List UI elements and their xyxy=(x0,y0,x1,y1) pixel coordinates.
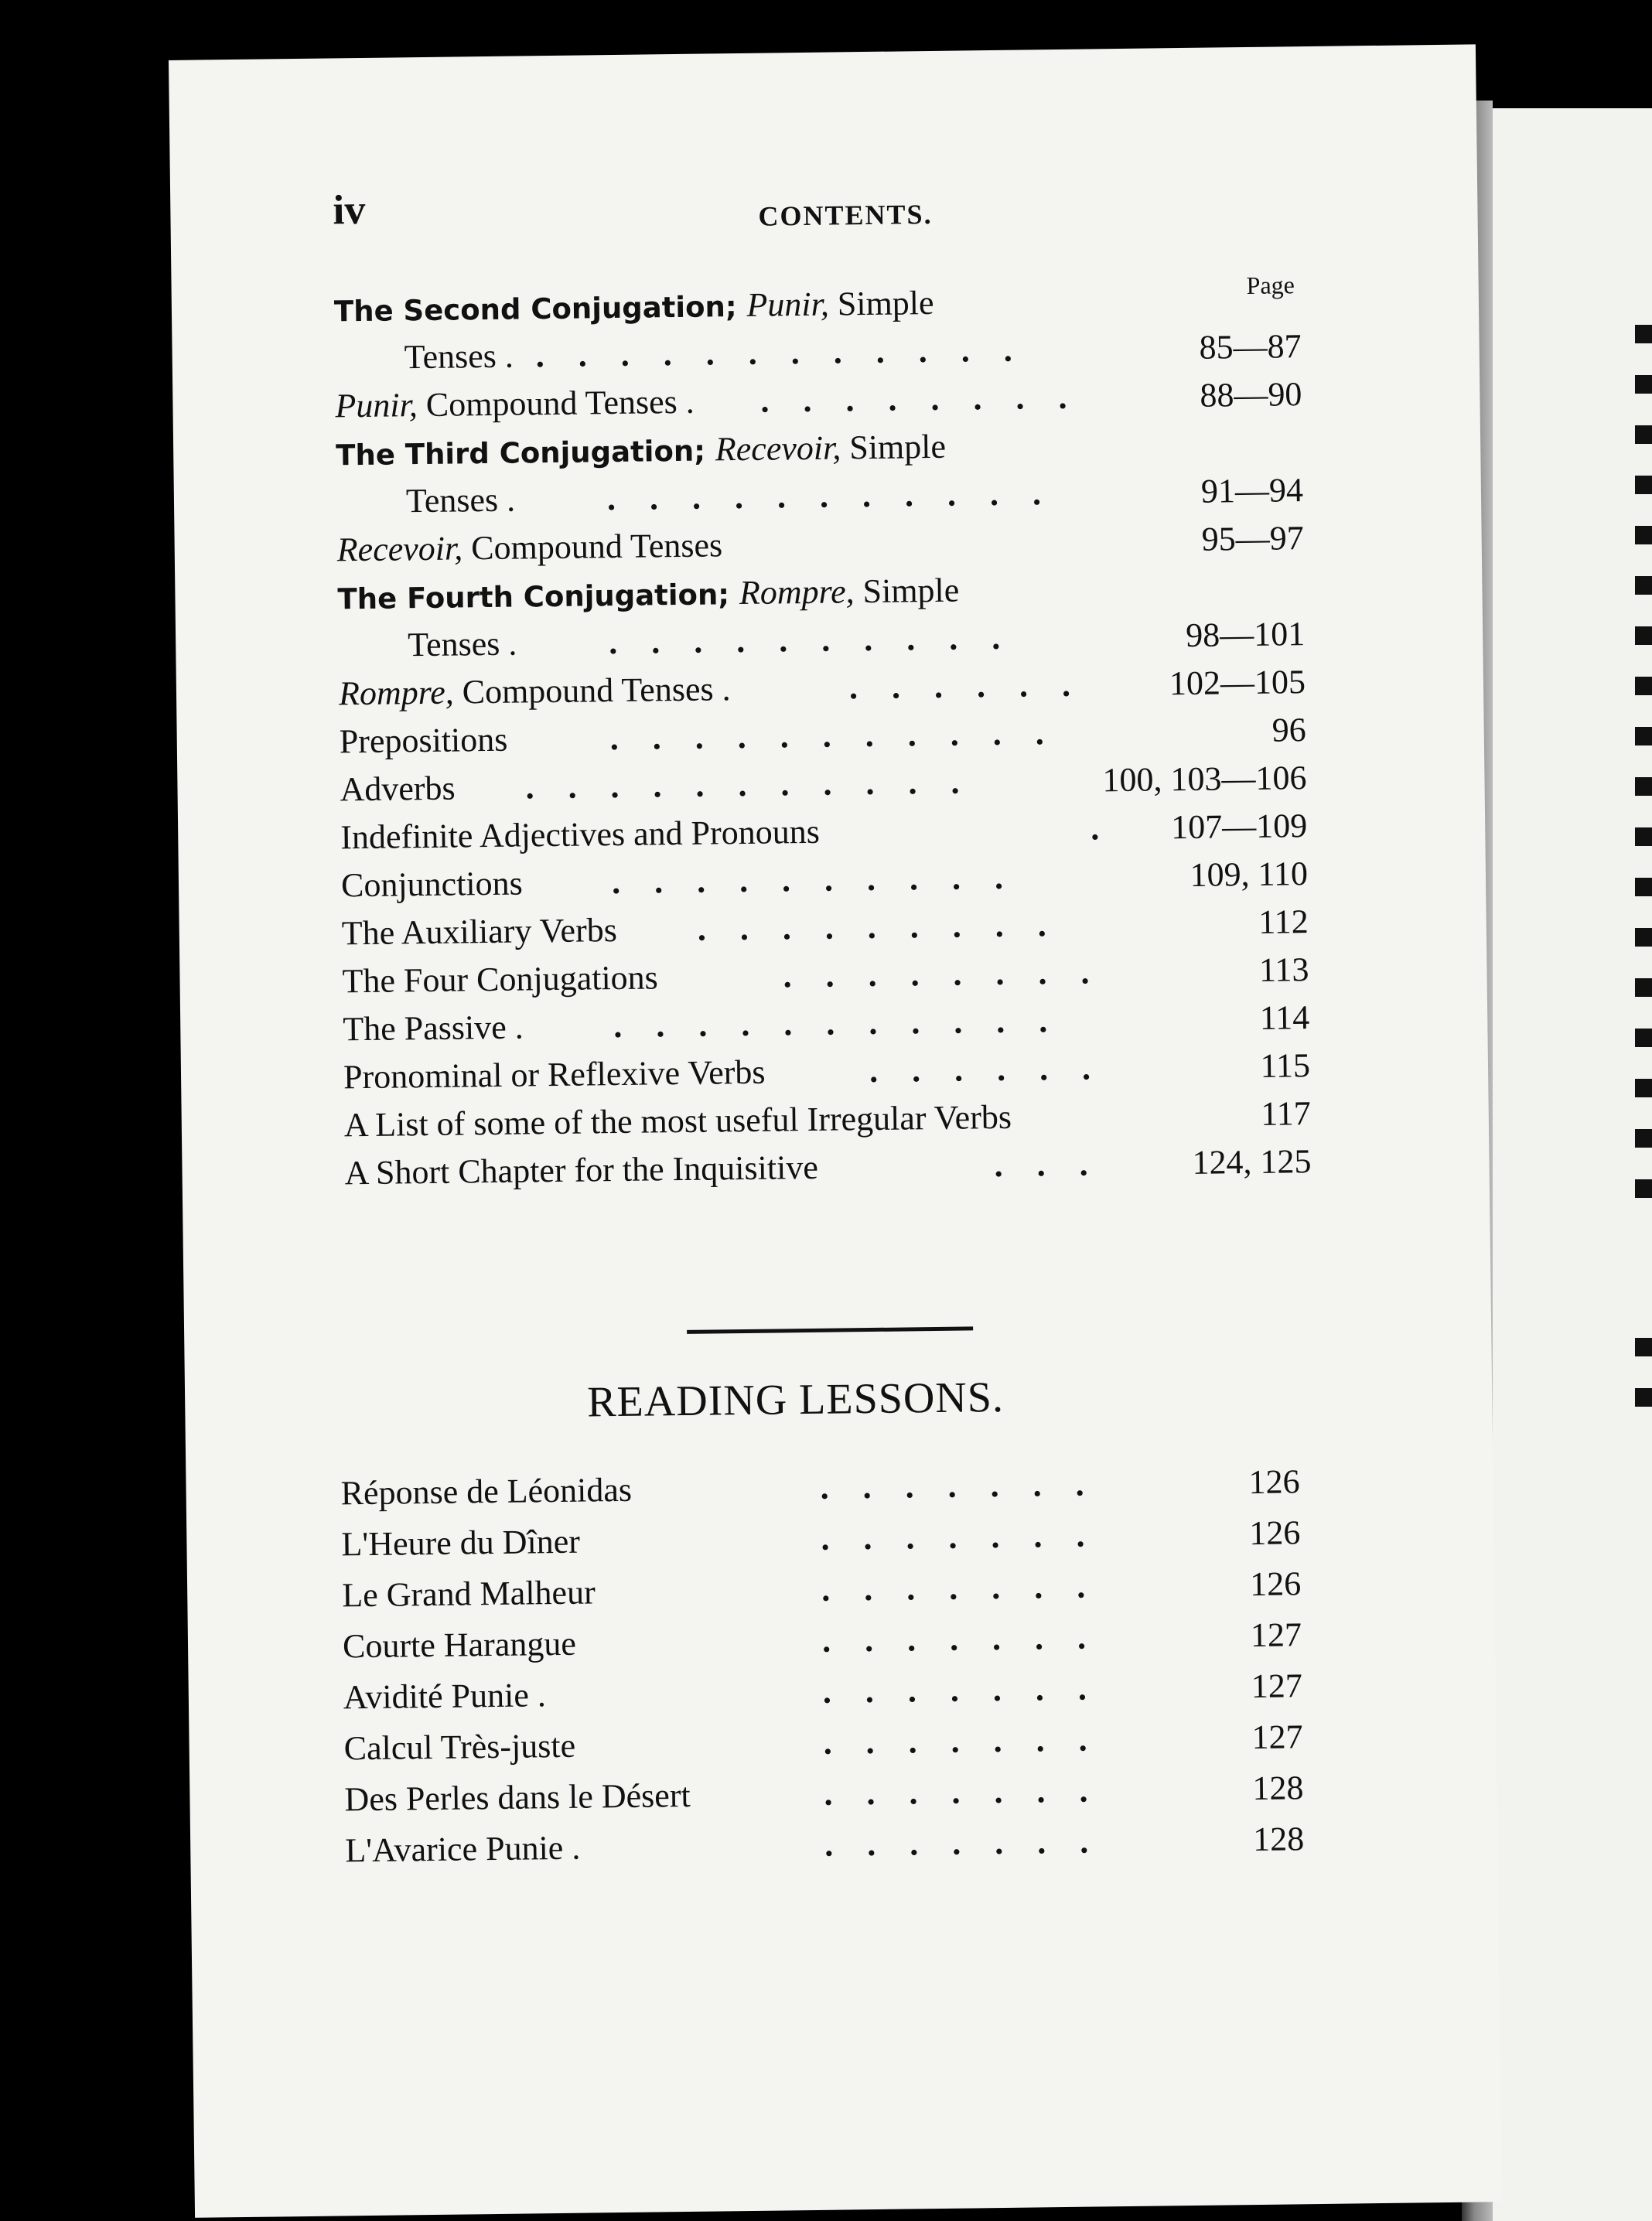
lesson-page-number: 126 xyxy=(1249,1564,1302,1604)
entry-title xyxy=(334,283,934,329)
entry-title xyxy=(343,1007,524,1049)
edge-mark xyxy=(1635,375,1652,394)
edge-mark xyxy=(1635,727,1652,745)
entry-title xyxy=(336,525,722,569)
entry-title xyxy=(344,1148,818,1192)
running-head: CONTENTS. xyxy=(758,198,933,232)
entry-title-text: The Four Conjugations xyxy=(342,958,659,1001)
entry-title-italic: Rompre, xyxy=(739,572,863,612)
entry-page-number: 109, 110 xyxy=(1190,855,1309,894)
entry-page-number: 107—109 xyxy=(1170,807,1308,847)
leader-dots: ....... xyxy=(821,1516,1119,1557)
edge-mark xyxy=(1635,626,1652,645)
entry-page-number: 114 xyxy=(1259,998,1310,1037)
leader-dots: .......... xyxy=(611,858,1038,902)
leader-dots: ....... xyxy=(821,1567,1120,1609)
entry-title-text: The Auxiliary Verbs xyxy=(341,911,618,953)
edge-mark xyxy=(1635,928,1652,947)
lesson-page-number: 126 xyxy=(1249,1513,1301,1553)
edge-mark xyxy=(1635,1129,1652,1148)
entry-title-bold: The Third Conjugation; xyxy=(335,434,716,473)
entry-title-italic: Punir, xyxy=(335,385,427,425)
leader-dots: ........... xyxy=(613,1001,1082,1046)
entry-title-text: Compound Tenses xyxy=(470,526,723,568)
page-column-label: Page xyxy=(1246,271,1295,299)
entry-title-bold: The Second Conjugation; xyxy=(333,289,747,329)
lesson-title: Des Perles dans le Désert xyxy=(344,1776,691,1819)
edge-mark xyxy=(1635,526,1652,544)
entry-title xyxy=(341,910,617,953)
entry-title-text: A List of some of the most useful Irregular Verbs xyxy=(343,1097,1012,1145)
leader-dots: . xyxy=(1090,808,1134,848)
edge-mark xyxy=(1635,777,1652,796)
edge-mark xyxy=(1635,677,1652,695)
entry-page-number: 96 xyxy=(1271,711,1306,749)
leader-dots: ........ xyxy=(760,377,1101,420)
entry-title xyxy=(404,336,514,377)
page-number: iv xyxy=(333,186,366,234)
leader-dots: ........... xyxy=(609,713,1079,758)
leader-dots: ....... xyxy=(824,1771,1122,1813)
lesson-page-number: 128 xyxy=(1252,1820,1305,1859)
leader-dots: ....... xyxy=(824,1822,1123,1864)
entry-title xyxy=(339,720,507,762)
leader-dots: ........... xyxy=(525,763,994,807)
entry-title xyxy=(340,812,820,858)
entry-page-number: 102—105 xyxy=(1169,663,1306,703)
facing-page xyxy=(1473,108,1652,2221)
entry-title-text: Conjunctions xyxy=(340,864,524,905)
edge-mark xyxy=(1635,1338,1652,1356)
edge-mark xyxy=(1635,827,1652,846)
entry-page-number: 124, 125 xyxy=(1192,1142,1312,1182)
entry-title-text: A Short Chapter for the Inquisitive xyxy=(344,1148,819,1192)
entry-title xyxy=(336,427,946,474)
leader-dots: ........... xyxy=(606,473,1076,518)
lesson-page-number: 127 xyxy=(1251,1718,1303,1757)
edge-mark xyxy=(1635,1179,1652,1198)
lesson-page-number: 127 xyxy=(1250,1615,1302,1655)
entry-title xyxy=(408,624,517,665)
leader-dots: ....... xyxy=(822,1669,1121,1711)
entry-title-italic: Recevoir, xyxy=(336,529,472,569)
leader-dots: ........ xyxy=(783,953,1124,995)
entry-title-text: Tenses . xyxy=(404,336,514,377)
lesson-page-number: 127 xyxy=(1251,1667,1303,1706)
edge-mark xyxy=(1635,576,1652,595)
entry-title-italic: Rompre, xyxy=(338,673,462,713)
lesson-title: Courte Harangue xyxy=(342,1624,577,1666)
entry-title xyxy=(344,1097,1012,1145)
reading-lesson-entry xyxy=(190,1817,1498,1879)
leader-dots: .......... xyxy=(608,618,1035,662)
entry-page-number: 88—90 xyxy=(1200,375,1302,415)
entry-title-text: Simple xyxy=(837,283,934,323)
lesson-title: Calcul Très-juste xyxy=(343,1726,576,1768)
entry-title-text: Adverbs xyxy=(340,769,456,809)
entry-title xyxy=(339,669,731,713)
entry-title-text: Pronominal or Reflexive Verbs xyxy=(343,1053,766,1097)
edge-mark xyxy=(1635,425,1652,444)
reading-lessons-title: READING LESSONS. xyxy=(586,1373,1005,1427)
entry-title-text: Tenses . xyxy=(405,480,516,520)
lesson-title: Avidité Punie . xyxy=(343,1676,547,1717)
entry-title xyxy=(335,382,695,426)
lesson-title: Le Grand Malheur xyxy=(341,1573,596,1615)
entry-title xyxy=(342,957,658,1001)
lesson-title: L'Avarice Punie . xyxy=(344,1828,581,1870)
contents-page xyxy=(169,44,1502,2217)
entry-title-text: Simple xyxy=(862,571,960,611)
entry-title-text: Compound Tenses . xyxy=(425,382,695,424)
lesson-title: Réponse de Léonidas xyxy=(340,1470,633,1513)
lesson-title: L'Heure du Dîner xyxy=(341,1522,581,1564)
entry-page-number: 95—97 xyxy=(1201,519,1304,558)
leader-dots: ......... xyxy=(697,905,1081,948)
leader-dots: ....... xyxy=(823,1720,1121,1762)
leader-dots: ...... xyxy=(848,665,1105,707)
entry-title-text: Compound Tenses . xyxy=(462,670,731,711)
entry-title xyxy=(341,863,523,905)
entry-title xyxy=(406,480,516,521)
edge-mark xyxy=(1635,878,1652,896)
entry-title-text: Tenses . xyxy=(407,624,517,664)
entry-page-number: 100, 103—106 xyxy=(1102,759,1307,800)
entry-title-italic: Punir, xyxy=(746,285,838,324)
leader-dots: ....... xyxy=(820,1465,1118,1506)
entry-title-italic: Recevoir, xyxy=(715,428,850,469)
leader-dots: ...... xyxy=(869,1048,1125,1090)
entry-title-text: Simple xyxy=(848,427,947,467)
entry-page-number: 112 xyxy=(1258,902,1309,941)
entry-title-text: The Passive . xyxy=(343,1008,524,1049)
entry-title-text: Prepositions xyxy=(339,720,508,761)
entry-page-number: 115 xyxy=(1260,1046,1311,1085)
entry-title xyxy=(337,571,959,618)
entry-page-number: 91—94 xyxy=(1200,471,1304,510)
entry-title-text: Indefinite Adjectives and Pronouns xyxy=(340,812,821,857)
edge-mark xyxy=(1635,325,1652,343)
lesson-page-number: 126 xyxy=(1248,1462,1300,1502)
leader-dots: ... xyxy=(994,1145,1122,1185)
entry-page-number: 85—87 xyxy=(1199,327,1302,367)
entry-title xyxy=(340,769,456,810)
entry-title xyxy=(343,1053,766,1097)
lesson-page-number: 128 xyxy=(1252,1769,1304,1808)
entry-page-number: 98—101 xyxy=(1185,615,1306,654)
entry-title-bold: The Fourth Conjugation; xyxy=(337,578,740,616)
edge-mark xyxy=(1635,476,1652,494)
leader-dots: ............ xyxy=(535,330,1046,375)
edge-mark xyxy=(1635,1079,1652,1097)
edge-mark xyxy=(1635,978,1652,997)
edge-mark xyxy=(1635,1029,1652,1047)
entry-page-number: 117 xyxy=(1261,1094,1312,1133)
leader-dots: ....... xyxy=(821,1618,1121,1660)
entry-page-number: 113 xyxy=(1258,950,1309,989)
section-divider xyxy=(687,1326,973,1334)
edge-mark xyxy=(1635,1388,1652,1407)
